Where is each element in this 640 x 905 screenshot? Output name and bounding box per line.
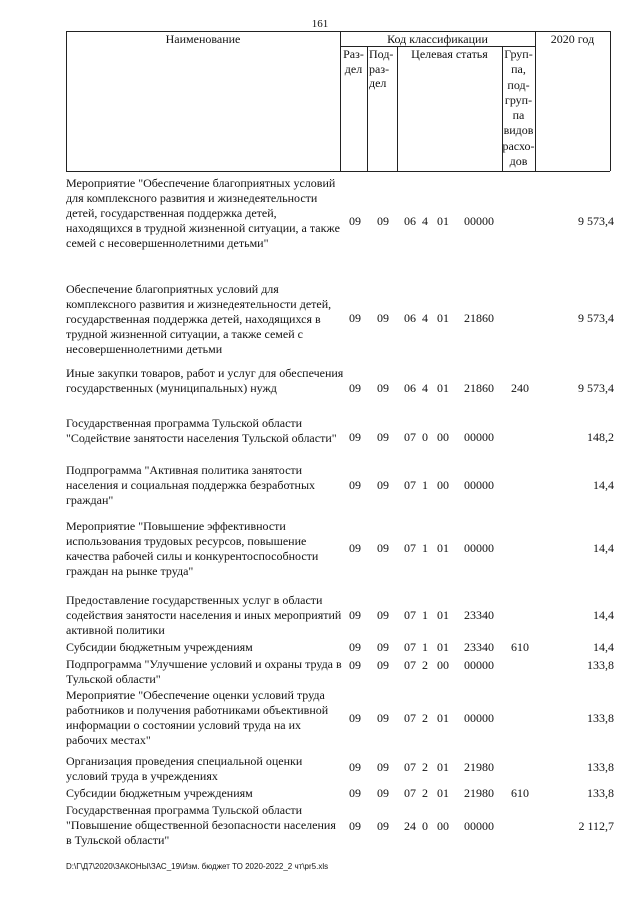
row-target-program: 07 [404,478,416,492]
row-amount: 133,8 [587,711,614,725]
row-name: Обеспечение благоприятных условий для комплексного развития и жизнедеятельности детей, государственная поддержка детей, находящихся в трудной жизненной ситуации, а также семей с несовершеннолетними детьми [66,282,332,356]
row-target-event: 00 [437,819,449,833]
row-name: Государственная программа Тульской области "Повышение общественной безопасности населения в Тульской области" [66,803,336,847]
row-section: 09 [349,760,361,774]
row-target-subprogram: 1 [422,478,428,492]
row-target-event: 01 [437,760,449,774]
row-section: 09 [349,430,361,444]
row-target-event: 01 [437,711,449,725]
row-subsection: 09 [377,711,389,725]
header-year: 2020 год [550,32,595,46]
row-target-direction: 00000 [464,214,494,228]
row-target-program: 07 [404,658,416,672]
row-target-direction: 21980 [464,786,494,800]
row-target-program: 07 [404,541,416,555]
row-subsection: 09 [377,760,389,774]
row-expense-type: 610 [511,786,529,800]
row-section: 09 [349,311,361,325]
row-target-program: 06 [404,311,416,325]
row-target-direction: 21860 [464,311,494,325]
row-target-event: 00 [437,478,449,492]
row-target-subprogram: 1 [422,640,428,654]
row-amount: 133,8 [587,760,614,774]
row-expense-type: 240 [511,381,529,395]
row-target-subprogram: 4 [422,214,428,228]
header-classification: Код классификации [387,32,488,46]
row-target-event: 01 [437,640,449,654]
row-name: Подпрограмма "Улучшение условий и охраны труда в Тульской области" [66,657,342,686]
row-section: 09 [349,819,361,833]
row-subsection: 09 [377,478,389,492]
row-target-direction: 21980 [464,760,494,774]
row-subsection: 09 [377,640,389,654]
row-target-subprogram: 0 [422,430,428,444]
row-target-subprogram: 4 [422,311,428,325]
row-target-event: 01 [437,381,449,395]
row-name: Иные закупки товаров, работ и услуг для обеспечения государственных (муниципальных) нужд [66,366,344,395]
row-target-program: 07 [404,608,416,622]
row-amount: 14,4 [593,608,614,622]
row-target-direction: 21860 [464,381,494,395]
row-target-direction: 23340 [464,608,494,622]
table-header [66,31,610,171]
row-target-program: 07 [404,711,416,725]
row-target-subprogram: 2 [422,711,428,725]
row-target-subprogram: 1 [422,608,428,622]
row-subsection: 09 [377,430,389,444]
row-section: 09 [349,786,361,800]
row-amount: 133,8 [587,786,614,800]
row-target-subprogram: 2 [422,658,428,672]
row-subsection: 09 [377,311,389,325]
row-amount: 9 573,4 [578,214,614,228]
row-name: Предоставление государственных услуг в области содействия занятости населения и иных мероприятий активной политики [66,593,342,637]
row-section: 09 [349,214,361,228]
row-target-subprogram: 0 [422,819,428,833]
row-name: Субсидии бюджетным учреждениям [66,640,253,654]
row-target-subprogram: 2 [422,760,428,774]
row-target-event: 01 [437,214,449,228]
row-target-direction: 00000 [464,478,494,492]
row-section: 09 [349,640,361,654]
row-target-event: 00 [437,430,449,444]
row-target-program: 07 [404,786,416,800]
row-amount: 14,4 [593,478,614,492]
row-target-program: 07 [404,640,416,654]
header-target: Целевая статья [411,47,488,61]
row-target-event: 01 [437,786,449,800]
row-target-program: 07 [404,430,416,444]
row-target-subprogram: 4 [422,381,428,395]
row-amount: 148,2 [587,430,614,444]
row-amount: 9 573,4 [578,381,614,395]
header-expense-group: Груп- па, под- груп- па видов расхо- дов [502,47,535,169]
row-target-subprogram: 2 [422,786,428,800]
row-amount: 14,4 [593,640,614,654]
row-name: Мероприятие "Повышение эффективности использования трудовых ресурсов, повышение качества рабочей силы и конкурентоспособности граждан на рынке труда" [66,519,319,578]
row-section: 09 [349,381,361,395]
row-section: 09 [349,658,361,672]
row-name: Организация проведения специальной оценки условий труда в учреждениях [66,754,303,783]
row-section: 09 [349,608,361,622]
row-name: Субсидии бюджетным учреждениям [66,786,253,800]
row-target-program: 06 [404,214,416,228]
row-amount: 2 112,7 [578,819,614,833]
row-expense-type: 610 [511,640,529,654]
row-target-event: 01 [437,608,449,622]
row-name: Государственная программа Тульской области "Содействие занятости населения Тульской области" [66,416,337,445]
row-subsection: 09 [377,381,389,395]
row-target-direction: 00000 [464,711,494,725]
row-subsection: 09 [377,608,389,622]
row-target-program: 06 [404,381,416,395]
row-target-event: 00 [437,658,449,672]
row-subsection: 09 [377,819,389,833]
row-target-direction: 00000 [464,541,494,555]
header-name: Наименование [165,32,241,46]
row-subsection: 09 [377,658,389,672]
row-section: 09 [349,541,361,555]
row-name: Мероприятие "Обеспечение оценки условий труда работников и получения работниками объективной информации о состоянии условий труда на их рабочих местах" [66,688,329,747]
row-subsection: 09 [377,541,389,555]
row-target-direction: 23340 [464,640,494,654]
row-name: Подпрограмма "Активная политика занятости населения и социальная поддержка безработных граждан" [66,463,316,507]
row-subsection: 09 [377,214,389,228]
row-amount: 14,4 [593,541,614,555]
row-amount: 133,8 [587,658,614,672]
row-subsection: 09 [377,786,389,800]
row-target-direction: 00000 [464,819,494,833]
row-section: 09 [349,711,361,725]
page-number: 161 [311,18,329,30]
row-target-subprogram: 1 [422,541,428,555]
row-name: Мероприятие "Обеспечение благоприятных условий для комплексного развития и жизнедеятельности детей, государственная поддержка детей, находящихся в трудной жизненной ситуации, а также семей с несовершеннолетними детьми" [66,176,340,250]
row-target-direction: 00000 [464,430,494,444]
row-target-event: 01 [437,541,449,555]
file-path-footer: D:\Г\Д7\2020\ЗАКОНЫ\ЗАС_19\Изм. бюджет ТО 2020-2022_2 чт\pr5.xls [66,862,329,871]
row-amount: 9 573,4 [578,311,614,325]
row-target-program: 07 [404,760,416,774]
row-target-direction: 00000 [464,658,494,672]
row-target-event: 01 [437,311,449,325]
row-section: 09 [349,478,361,492]
header-subsection: Под- раз- дел [369,47,394,90]
row-target-program: 24 [404,819,416,833]
header-section: Раз- дел [343,47,364,76]
